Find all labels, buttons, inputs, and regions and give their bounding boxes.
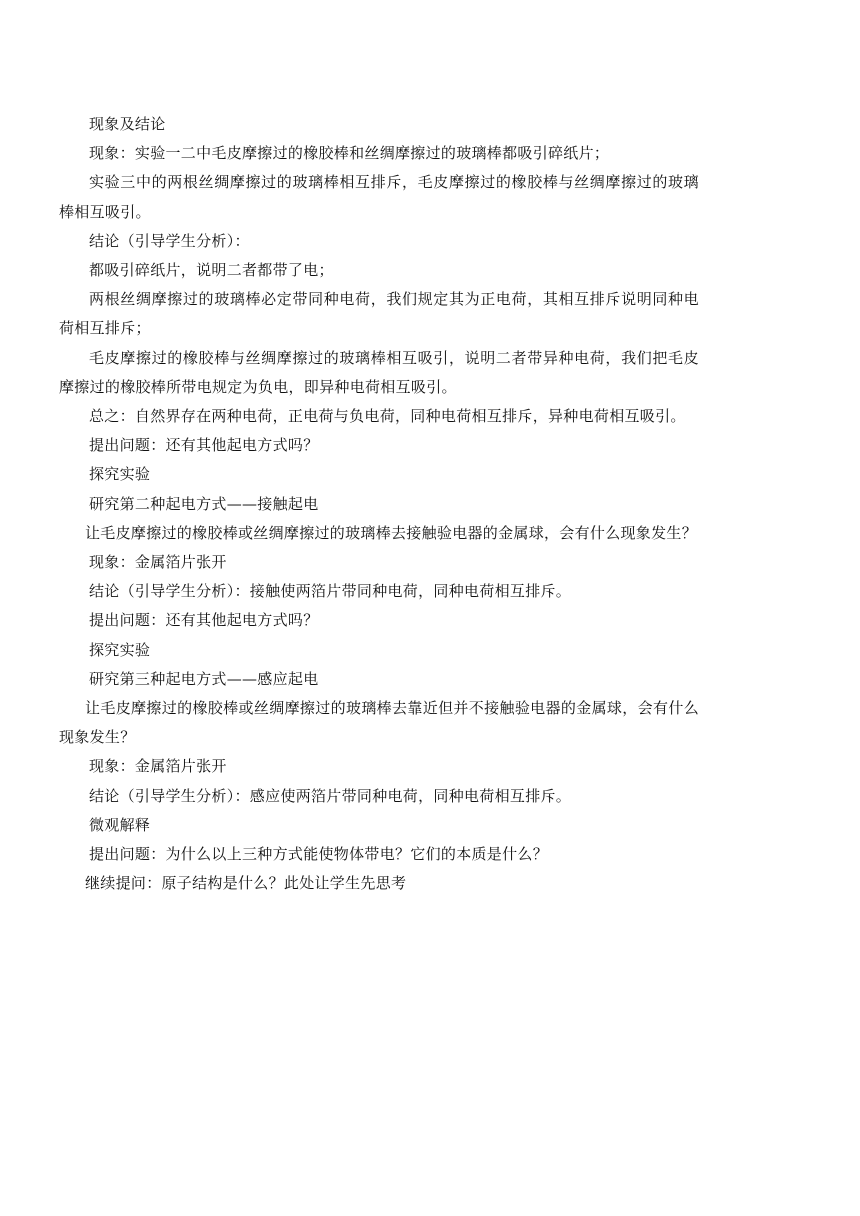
paragraph-question-1: 提出问题：还有其他起电方式吗？: [89, 436, 319, 455]
paragraph-conclusion-2: 两根丝绸摩擦过的玻璃棒必定带同种电荷，我们规定其为正电荷，其相互排斥说明同种电荷相互排斥；: [59, 290, 699, 338]
paragraph-induction-charging-heading: 研究第三种起电方式——感应起电: [89, 669, 319, 688]
paragraph-experiment-heading-1: 探究实验: [89, 465, 151, 484]
paragraph-heading-phenomena-conclusion: 现象及结论: [89, 115, 166, 133]
paragraph-summary: 总之：自然界存在两种电荷，正电荷与负电荷，同种电荷相互排斥，异种电荷相互吸引。: [89, 407, 686, 426]
paragraph-experiment-heading-2: 探究实验: [89, 640, 151, 659]
paragraph-conclusion-heading: 结论（引导学生分析）：: [89, 231, 250, 250]
paragraph-follow-up-question: 继续提问：原子结构是什么？此处让学生先思考: [85, 874, 407, 893]
paragraph-induction-phenomenon: 现象：金属箔片张开: [89, 757, 227, 776]
paragraph-phenomenon-1: 现象：实验一二中毛皮摩擦过的橡胶棒和丝绸摩擦过的玻璃棒都吸引碎纸片；: [89, 144, 610, 163]
paragraph-micro-explanation-heading: 微观解释: [89, 815, 151, 834]
paragraph-contact-phenomenon: 现象：金属箔片张开: [89, 553, 227, 572]
paragraph-question-3: 提出问题：为什么以上三种方式能使物体带电？它们的本质是什么？: [89, 845, 549, 864]
paragraph-induction-charging-procedure: 让毛皮摩擦过的橡胶棒或丝绸摩擦过的玻璃棒去靠近但并不接触验电器的金属球，会有什么现象发生？: [59, 699, 699, 747]
paragraph-contact-charging-procedure: 让毛皮摩擦过的橡胶棒或丝绸摩擦过的玻璃棒去接触验电器的金属球，会有什么现象发生？: [85, 523, 698, 542]
paragraph-phenomenon-2: 实验三中的两根丝绸摩擦过的玻璃棒相互排斥，毛皮摩擦过的橡胶棒与丝绸摩擦过的玻璃棒相互吸引。: [59, 173, 699, 221]
paragraph-induction-conclusion: 结论（引导学生分析）：感应使两箔片带同种电荷，同种电荷相互排斥。: [89, 786, 572, 805]
paragraph-conclusion-1: 都吸引碎纸片，说明二者都带了电；: [89, 261, 334, 280]
paragraph-contact-charging-heading: 研究第二种起电方式——接触起电: [89, 494, 319, 513]
paragraph-contact-conclusion: 结论（引导学生分析）：接触使两箔片带同种电荷，同种电荷相互排斥。: [89, 582, 572, 601]
paragraph-conclusion-3: 毛皮摩擦过的橡胶棒与丝绸摩擦过的玻璃棒相互吸引，说明二者带异种电荷，我们把毛皮摩擦过的橡胶棒所带电规定为负电，即异种电荷相互吸引。: [59, 348, 699, 396]
document-body: [59, 110, 699, 898]
paragraph-question-2: 提出问题：还有其他起电方式吗？: [89, 611, 319, 630]
